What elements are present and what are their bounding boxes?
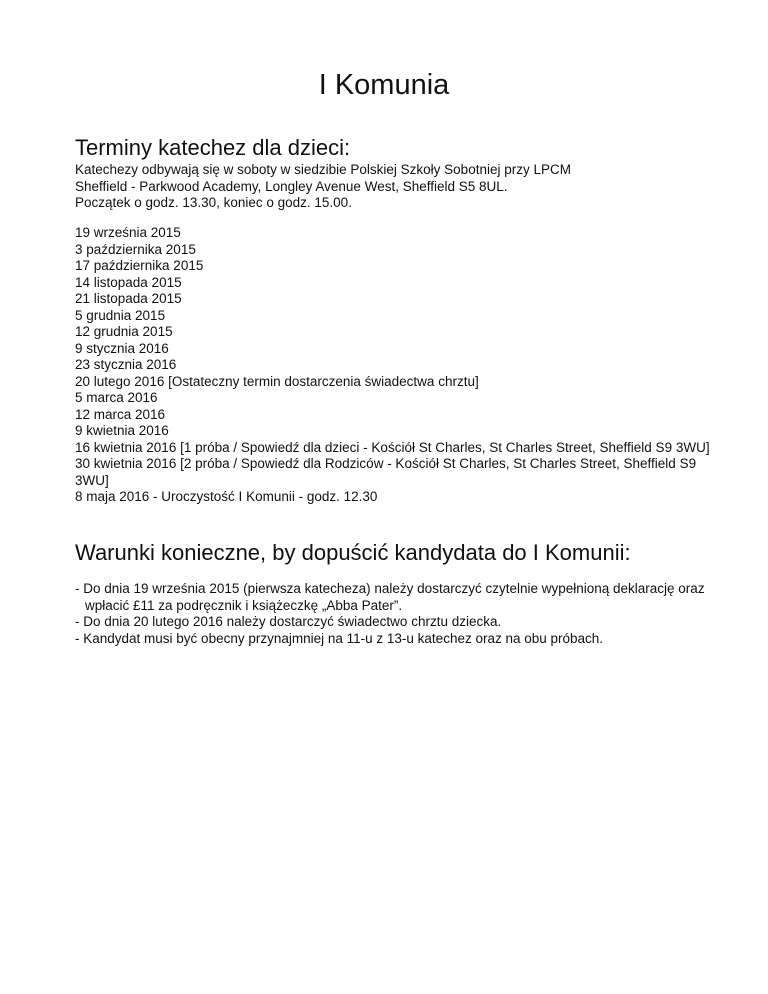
date-item: 20 lutego 2016 [Ostateczny termin dostarczenia świadectwa chrztu] bbox=[75, 373, 479, 389]
date-item: 8 maja 2016 - Uroczystość I Komunii - godz. 12.30 bbox=[75, 489, 378, 504]
intro-line: Katechezy odbywają się w soboty w siedzibie Polskiej Szkoły Sobotniej przy LPCM bbox=[75, 162, 571, 177]
date-item: 30 kwietnia 2016 [2 próba / Spowiedź dla Rodziców - Kościół St Charles, St Charles Street, Sheffield S9 3WU] bbox=[75, 456, 697, 488]
section-heading-terminy: Terminy katechez dla dzieci: bbox=[75, 135, 351, 160]
condition-item: - Do dnia 19 września 2015 (pierwsza katecheza) należy dostarczyć czytelnie wypełnioną deklarację oraz wpłacić £11 za podręcznik i książeczkę „Abba Pater”. bbox=[75, 581, 705, 613]
date-item: 3 października 2015 bbox=[75, 241, 196, 257]
date-item: 14 listopada 2015 bbox=[75, 274, 182, 290]
date-item: 9 stycznia 2016 bbox=[75, 340, 169, 356]
date-item: 12 grudnia 2015 bbox=[75, 324, 173, 339]
dates-list bbox=[75, 225, 715, 506]
date-item: 12 marca 2016 bbox=[75, 406, 166, 422]
terminy-intro bbox=[75, 162, 715, 212]
date-item: 9 kwietnia 2016 bbox=[75, 423, 169, 438]
date-item: 5 marca 2016 bbox=[75, 390, 158, 405]
intro-line: Sheffield - Parkwood Academy, Longley Avenue West, Sheffield S5 8UL. bbox=[75, 178, 508, 194]
conditions-list bbox=[75, 581, 715, 647]
date-item: 21 listopada 2015 bbox=[75, 291, 182, 306]
date-item: 16 kwietnia 2016 [1 próba / Spowiedź dla dzieci - Kościół St Charles, St Charles Street, Sheffield S9 3WU] bbox=[75, 439, 710, 455]
page-title: I Komunia bbox=[318, 69, 450, 101]
condition-item: - Kandydat musi być obecny przynajmniej na 11-u z 13-u katechez oraz na obu próbach. bbox=[75, 630, 604, 646]
intro-line: Początek o godz. 13.30, koniec o godz. 15.00. bbox=[75, 195, 352, 210]
condition-item: - Do dnia 20 lutego 2016 należy dostarczyć świadectwo chrztu dziecka. bbox=[75, 614, 502, 629]
date-item: 5 grudnia 2015 bbox=[75, 307, 166, 323]
date-item: 23 stycznia 2016 bbox=[75, 357, 177, 372]
section-heading-warunki: Warunki konieczne, by dopuścić kandydata do I Komunii: bbox=[75, 540, 631, 565]
date-item: 19 września 2015 bbox=[75, 225, 181, 240]
date-item: 17 października 2015 bbox=[75, 258, 204, 273]
